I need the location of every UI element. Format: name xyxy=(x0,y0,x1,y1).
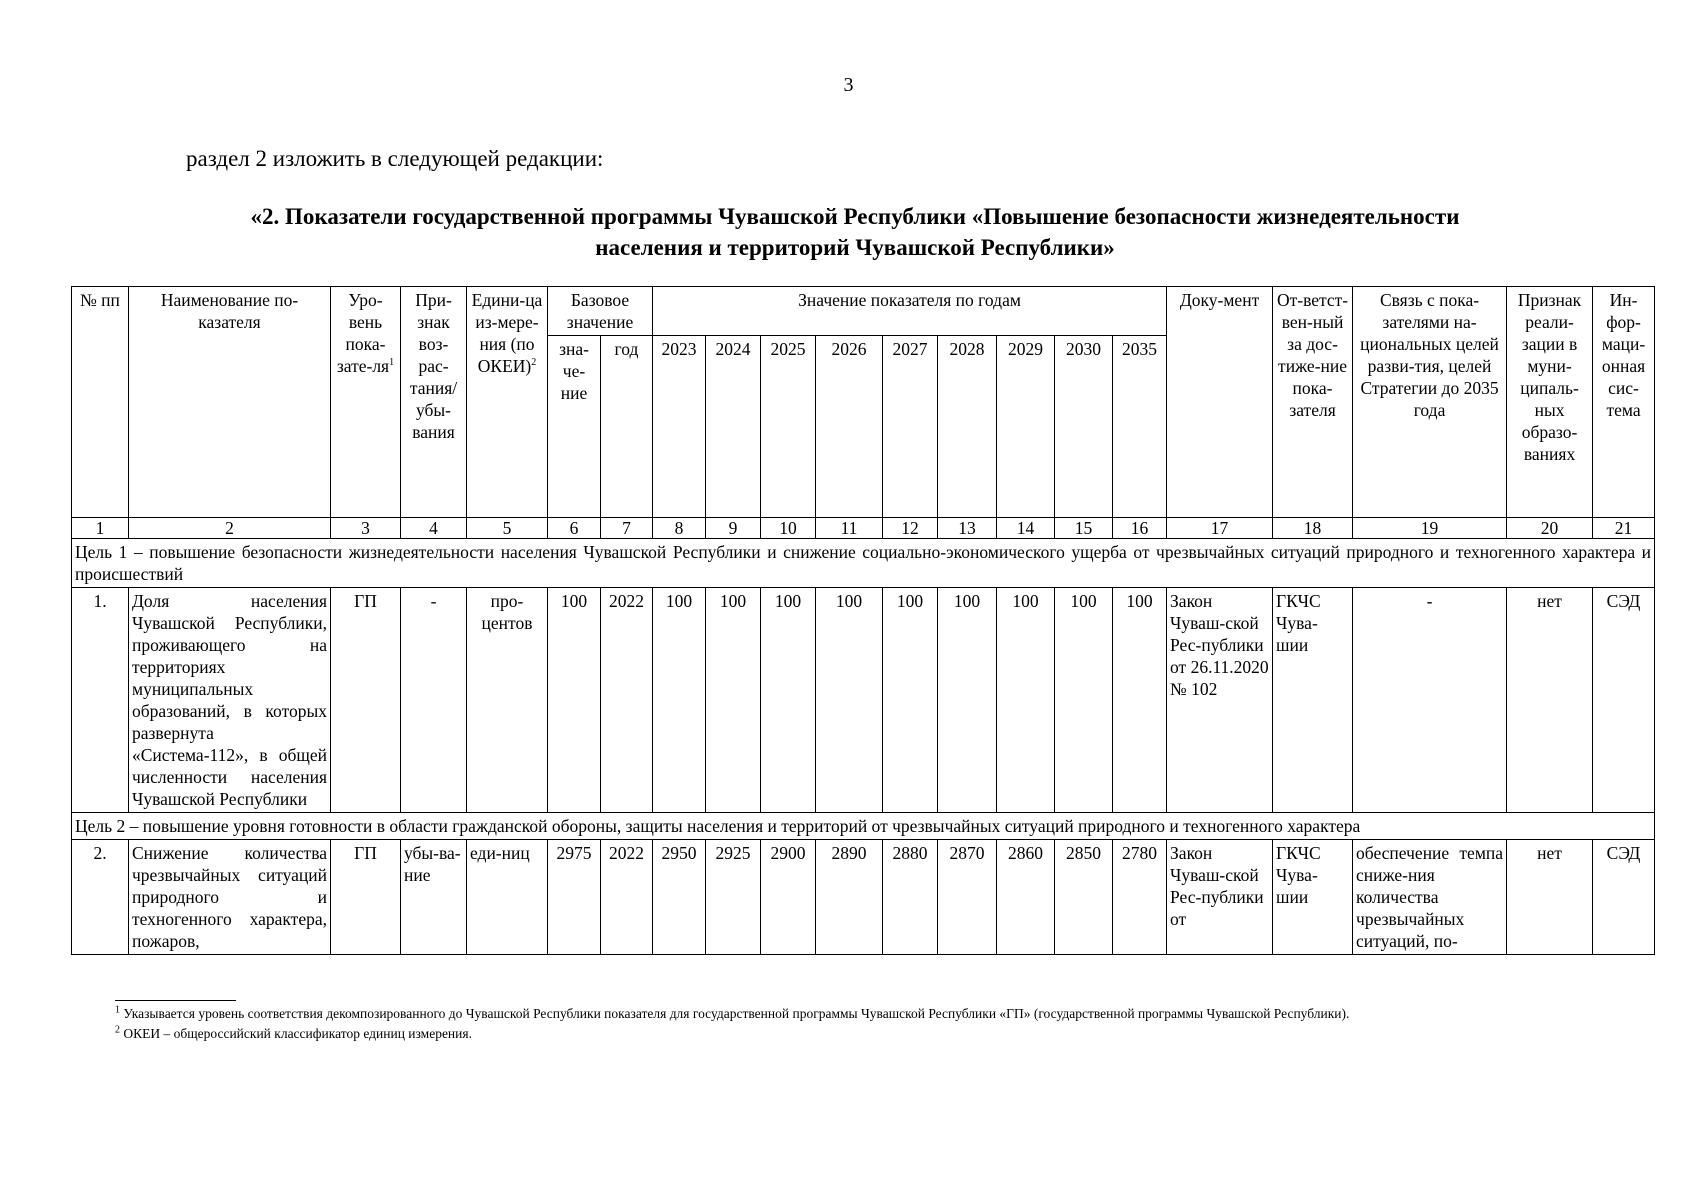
footnote-1-text: Указывается уровень соответствия декомпозированного до Чувашской Республики показателя для государственной программы Чувашской Республики «ГП» (государственной программы Чувашской Республики). xyxy=(123,1006,1350,1021)
goal-2-row xyxy=(72,813,1655,840)
column-number: 12 xyxy=(883,518,938,539)
row-value: 2850 xyxy=(1055,840,1113,955)
row-name: Доля населения Чувашской Республики, проживающего на территориях муниципальных образований, в которых развернута «Система-112», в общей численности населения Чувашской Республики xyxy=(129,588,331,813)
header-year: 2035 xyxy=(1113,336,1167,518)
section-title xyxy=(140,201,1570,263)
column-number: 5 xyxy=(467,518,548,539)
column-number: 6 xyxy=(548,518,601,539)
header-link: Связь с пока-зателями на-циональных целей разви-тия, целей Стратегии до 2035 года xyxy=(1353,287,1507,518)
footnotes xyxy=(115,1004,1605,1044)
footnote-2-marker: 2 xyxy=(115,1024,120,1036)
row-value: 2870 xyxy=(938,840,997,955)
section-title-line-2: населения и территорий Чувашской Республики» xyxy=(595,235,1115,260)
row-value: 2925 xyxy=(706,840,761,955)
row-value: 100 xyxy=(1113,588,1167,813)
column-number: 1 xyxy=(72,518,129,539)
row-value: 100 xyxy=(761,588,816,813)
column-number: 4 xyxy=(401,518,467,539)
indicator-row-2 xyxy=(72,840,1655,955)
row-infosystem: СЭД xyxy=(1593,840,1655,955)
row-value: 100 xyxy=(816,588,883,813)
header-unit: Едини-ца из-мере-ния (по ОКЕИ)$^2$ xyxy=(467,287,548,518)
row-unit: про-центов xyxy=(467,588,548,813)
goal-2: Цель 2 – повышение уровня готовности в области гражданской обороны, защиты населения и территорий от чрезвычайных ситуаций природного и техногенного характера xyxy=(72,813,1655,840)
header-name: Наименование по-казателя xyxy=(129,287,331,518)
row-responsible: ГКЧС Чува-шии xyxy=(1273,840,1353,955)
header-level: Уро-вень пока-$зате-ля^1$ xyxy=(331,287,401,518)
row-link: обеспечение темпа сниже-ния количества чрезвычайных ситуаций, по- xyxy=(1353,840,1507,955)
indicator-row-1 xyxy=(72,588,1655,813)
intro-text: раздел 2 изложить в следующей редакции: xyxy=(186,146,604,171)
header-row-1 xyxy=(72,287,1655,336)
indicators-table xyxy=(71,286,1655,955)
header-sign: При-знак воз-рас-тания/ убы-вания xyxy=(401,287,467,518)
header-year: 2024 xyxy=(706,336,761,518)
column-number: 11 xyxy=(816,518,883,539)
column-number: 9 xyxy=(706,518,761,539)
column-number: 15 xyxy=(1055,518,1113,539)
header-year: 2027 xyxy=(883,336,938,518)
header-municipal: Признак реали-зации в муни-ципаль-ных образо-ваниях xyxy=(1507,287,1593,518)
row-base-value: 100 xyxy=(548,588,601,813)
footnote-2 xyxy=(115,1024,1605,1044)
column-number: 19 xyxy=(1353,518,1507,539)
header-years-title: Значение показателя по годам xyxy=(653,287,1167,336)
row-value: 2880 xyxy=(883,840,938,955)
footnote-separator xyxy=(115,1000,236,1001)
row-value: 2950 xyxy=(653,840,706,955)
row-value: 100 xyxy=(1055,588,1113,813)
column-number: 17 xyxy=(1167,518,1273,539)
row-num: 2. xyxy=(72,840,129,955)
row-base-year: 2022 xyxy=(601,588,653,813)
row-value: 100 xyxy=(938,588,997,813)
row-document: Закон Чуваш-ской Рес-публики от xyxy=(1167,840,1273,955)
row-value: 2780 xyxy=(1113,840,1167,955)
row-value: 100 xyxy=(997,588,1055,813)
row-value: 100 xyxy=(706,588,761,813)
column-number: 13 xyxy=(938,518,997,539)
section-title-line-1: «2. Показатели государственной программы Чувашской Республики «Повышение безопасности жизнедеятельности xyxy=(250,204,1460,229)
column-number: 7 xyxy=(601,518,653,539)
row-base-year: 2022 xyxy=(601,840,653,955)
column-number: 16 xyxy=(1113,518,1167,539)
header-num: № пп xyxy=(72,287,129,518)
row-document: Закон Чуваш-ской Рес-публики от 26.11.2020 № 102 xyxy=(1167,588,1273,813)
row-value: 2900 xyxy=(761,840,816,955)
row-base-value: 2975 xyxy=(548,840,601,955)
header-year: 2030 xyxy=(1055,336,1113,518)
header-base-year: год xyxy=(601,336,653,518)
row-infosystem: СЭД xyxy=(1593,588,1655,813)
page-number: 3 xyxy=(843,74,854,96)
column-number: 3 xyxy=(331,518,401,539)
row-responsible: ГКЧС Чува-шии xyxy=(1273,588,1353,813)
column-number: 2 xyxy=(129,518,331,539)
row-num: 1. xyxy=(72,588,129,813)
header-infosystem: Ин-фор-маци-онная сис-тема xyxy=(1593,287,1655,518)
header-year: 2026 xyxy=(816,336,883,518)
row-municipal: нет xyxy=(1507,588,1593,813)
row-value: 100 xyxy=(653,588,706,813)
row-unit: еди-ниц xyxy=(467,840,548,955)
row-level: ГП xyxy=(331,588,401,813)
row-link: - xyxy=(1353,588,1507,813)
row-value: 100 xyxy=(883,588,938,813)
row-sign: - xyxy=(401,588,467,813)
row-name: Снижение количества чрезвычайных ситуаций природного и техногенного характера, пожаров, xyxy=(129,840,331,955)
column-number: 18 xyxy=(1273,518,1353,539)
header-year: 2028 xyxy=(938,336,997,518)
header-year: 2025 xyxy=(761,336,816,518)
column-number: 14 xyxy=(997,518,1055,539)
header-responsible: От-ветст-вен-ный за дос-тиже-ние пока-зателя xyxy=(1273,287,1353,518)
footnote-2-text: ОКЕИ – общероссийский классификатор единиц измерения. xyxy=(123,1026,472,1041)
row-value: 2860 xyxy=(997,840,1055,955)
goal-1-row xyxy=(72,539,1655,588)
header-base: Базовое значение xyxy=(548,287,653,336)
header-year: 2023 xyxy=(653,336,706,518)
column-numbers-row xyxy=(72,518,1655,539)
column-number: 8 xyxy=(653,518,706,539)
column-number: 10 xyxy=(761,518,816,539)
row-sign: убы-ва-ние xyxy=(401,840,467,955)
row-municipal: нет xyxy=(1507,840,1593,955)
footnote-1-marker: 1 xyxy=(115,1004,120,1016)
column-number: 21 xyxy=(1593,518,1655,539)
row-value: 2890 xyxy=(816,840,883,955)
header-base-value: зна-че-ние xyxy=(548,336,601,518)
row-level: ГП xyxy=(331,840,401,955)
footnote-1 xyxy=(115,1004,1605,1024)
header-document: Доку-мент xyxy=(1167,287,1273,518)
header-year: 2029 xyxy=(997,336,1055,518)
goal-1: Цель 1 – повышение безопасности жизнедеятельности населения Чувашской Республики и снижение социально-экономического ущерба от чрезвычайных ситуаций природного и техногенного характера и происшествий xyxy=(72,539,1655,588)
column-number: 20 xyxy=(1507,518,1593,539)
